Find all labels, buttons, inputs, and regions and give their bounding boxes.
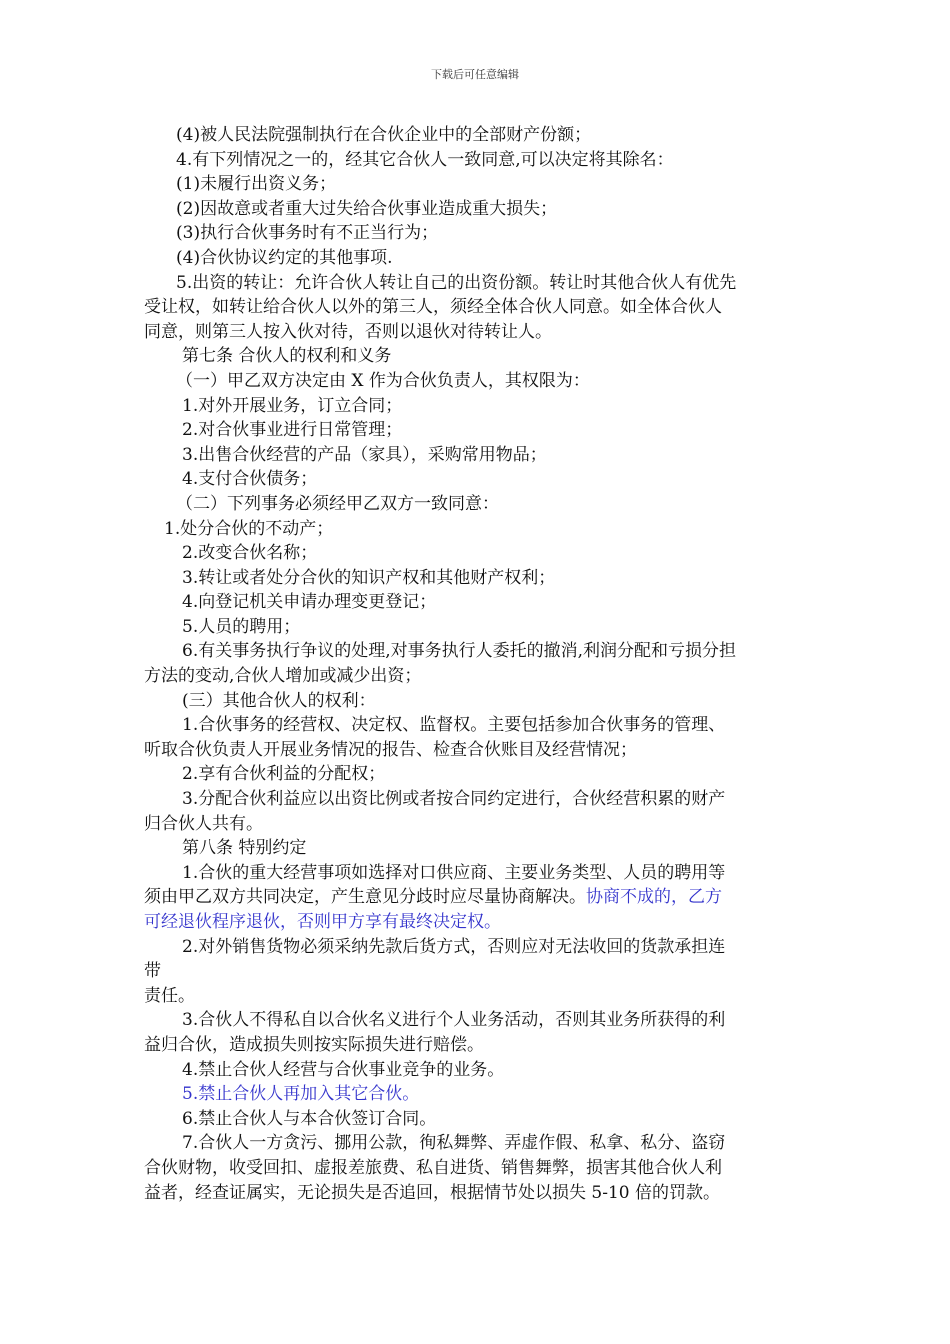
line-text: (1)未履行出资义务； [176, 174, 337, 195]
line-text: 责任。 [144, 985, 195, 1006]
paragraph-line [144, 566, 814, 591]
line-text: 听取合伙负责人开展业务情况的报告、检查合伙账目及经营情况； [144, 739, 637, 760]
line-text: 1.合伙的重大经营事项如选择对口供应商、主要业务类型、人员的聘用等 [182, 862, 726, 883]
document-body [144, 123, 814, 1205]
line-text: （二）下列事务必须经甲乙双方一致同意： [176, 493, 499, 514]
paragraph-line [144, 320, 814, 345]
paragraph-line [144, 271, 814, 296]
paragraph-line [144, 123, 814, 148]
line-text: 3.分配合伙利益应以出资比例或者按合同约定进行，合伙经营积累的财产 [182, 789, 726, 810]
paragraph-line [144, 443, 814, 468]
line-text: 第八条 特别约定 [182, 838, 307, 859]
paragraph-line [144, 738, 814, 763]
paragraph-line [144, 787, 814, 812]
paragraph-line [144, 1033, 814, 1058]
line-text: 4.有下列情况之一的，经其它合伙人一致同意,可以决定将其除名： [176, 149, 674, 170]
line-text: 7.合伙人一方贪污、挪用公款，徇私舞弊、弄虚作假、私拿、私分、盗窃 [182, 1133, 726, 1154]
paragraph-line [144, 639, 814, 664]
line-text: (3)执行合伙事务时有不正当行为； [176, 223, 439, 244]
paragraph-line [144, 713, 814, 738]
line-text: 2.对合伙事业进行日常管理； [182, 420, 403, 441]
paragraph-line [144, 295, 814, 320]
paragraph-line [144, 492, 814, 517]
line-text: （一）甲乙双方决定由 X 作为合伙负责人，其权限为： [176, 370, 590, 391]
line-text: 益归合伙，造成损失则按实际损失进行赔偿。 [144, 1034, 484, 1055]
line-text: (2)因故意或者重大过失给合伙事业造成重大损失； [176, 198, 558, 219]
line-text: (三）其他合伙人的权利： [182, 690, 376, 711]
line-text: 1.合伙事务的经营权、决定权、监督权。主要包括参加合伙事务的管理、 [182, 715, 726, 736]
line-text: 5.人员的聘用； [182, 616, 301, 637]
paragraph-line [144, 910, 814, 935]
line-text: 4.支付合伙债务； [182, 469, 318, 490]
line-text: 方法的变动,合伙人增加或减少出资； [144, 666, 422, 687]
line-text: 合伙财物，收受回扣、虚报差旅费、私自进货、销售舞弊，损害其他合伙人利 [144, 1157, 722, 1178]
paragraph-line [144, 172, 814, 197]
paragraph-line [144, 984, 814, 1009]
line-text: 2.享有合伙利益的分配权； [182, 764, 386, 785]
line-text: 第七条 合伙人的权利和义务 [182, 346, 392, 367]
page-header: 下载后可任意编辑 [431, 68, 519, 81]
paragraph-line [144, 517, 814, 542]
paragraph-line [144, 836, 814, 861]
line-text: 3.合伙人不得私自以合伙名义进行个人业务活动，否则其业务所获得的利 [182, 1010, 726, 1031]
paragraph-line [144, 812, 814, 837]
paragraph-line [144, 197, 814, 222]
paragraph-line [144, 689, 814, 714]
line-text: 1.对外开展业务，订立合同； [182, 395, 403, 416]
line-text: 同意，则第三人按入伙对待，否则以退伙对待转让人。 [144, 321, 552, 342]
paragraph-line [144, 369, 814, 394]
paragraph-line [144, 1131, 814, 1156]
highlighted-text: 可经退伙程序退伙，否则甲方享有最终决定权。 [144, 912, 501, 932]
paragraph-line [144, 615, 814, 640]
paragraph-line [144, 959, 814, 984]
line-text: 4.向登记机关申请办理变更登记； [182, 592, 437, 613]
line-text: 2.改变合伙名称； [182, 543, 318, 564]
paragraph-line [144, 861, 814, 886]
paragraph-line [144, 467, 814, 492]
line-text: 受让权，如转让给合伙人以外的第三人，须经全体合伙人同意。如全体合伙人 [144, 297, 722, 318]
line-text: 3.出售合伙经营的产品（家具），采购常用物品； [182, 444, 547, 465]
line-text: 须由甲乙双方共同决定，产生意见分歧时应尽量协商解决。 [144, 887, 586, 908]
line-text: 归合伙人共有。 [144, 813, 263, 834]
paragraph-line [144, 148, 814, 173]
paragraph-line [144, 590, 814, 615]
paragraph-line [144, 885, 814, 910]
paragraph-line [144, 1058, 814, 1083]
line-text: 6.有关事务执行争议的处理,对事务执行人委托的撤消,利润分配和亏损分担 [182, 641, 737, 662]
paragraph-line [144, 1107, 814, 1132]
paragraph-line [144, 1156, 814, 1181]
paragraph-line [144, 664, 814, 689]
highlighted-text: 5.禁止合伙人再加入其它合伙。 [182, 1084, 420, 1105]
line-text: 5.出资的转让：允许合伙人转让自己的出资份额。转让时其他合伙人有优先 [176, 272, 737, 293]
line-text: 3.转让或者处分合伙的知识产权和其他财产权利； [182, 567, 556, 588]
paragraph-line [144, 541, 814, 566]
paragraph-line [144, 418, 814, 443]
line-text: 2.对外销售货物必须采纳先款后货方式，否则应对无法收回的货款承担连 [182, 936, 726, 957]
paragraph-line [144, 394, 814, 419]
paragraph-line [144, 221, 814, 246]
paragraph-line [144, 762, 814, 787]
paragraph-line [144, 1082, 814, 1107]
paragraph-line [144, 1181, 814, 1206]
paragraph-line [144, 344, 814, 369]
line-text: 益者，经查证属实，无论损失是否追回，根据情节处以损失 5-10 倍的罚款。 [144, 1182, 720, 1203]
line-text: 1.处分合伙的不动产； [164, 518, 334, 539]
paragraph-line [144, 935, 814, 960]
highlighted-text: 协商不成的，乙方 [586, 887, 722, 908]
line-text: (4)合伙协议约定的其他事项. [176, 247, 393, 268]
line-text: 4.禁止合伙人经营与合伙事业竞争的业务。 [182, 1059, 505, 1080]
line-text: (4)被人民法院强制执行在合伙企业中的全部财产份额； [176, 125, 592, 145]
paragraph-line [144, 246, 814, 271]
line-text: 带 [144, 961, 161, 982]
paragraph-line [144, 1008, 814, 1033]
line-text: 6.禁止合伙人与本合伙签订合同。 [182, 1108, 437, 1129]
